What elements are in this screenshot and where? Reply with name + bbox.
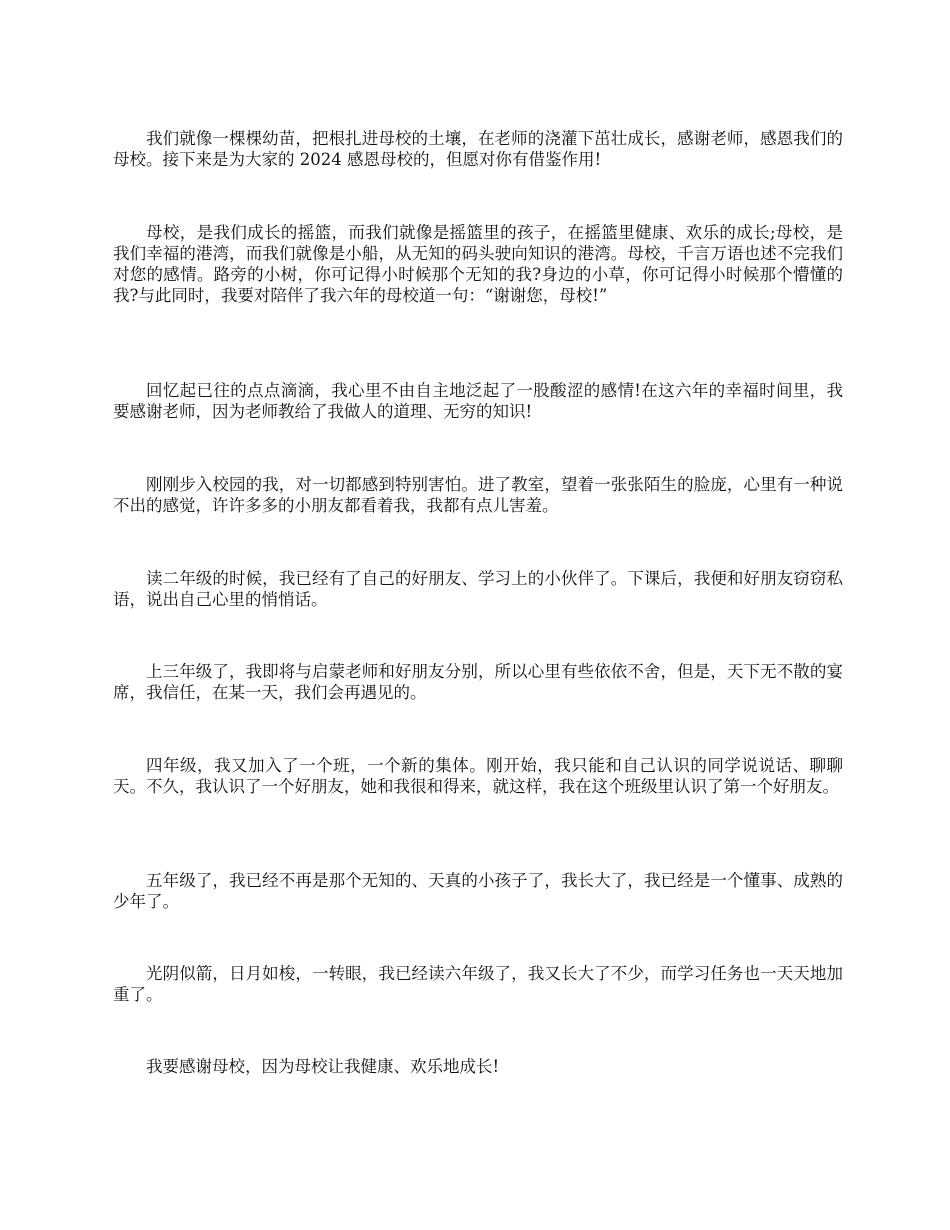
paragraph-sixth-grade: 光阴似箭，日月如梭，一转眼，我已经读六年级了，我又长大了不少，而学习任务也一天天地加重了。 [113,964,843,1004]
paragraph-third-grade: 上三年级了，我即将与启蒙老师和好朋友分别，所以心里有些依依不舍，但是，天下无不散的宴席，我信任，在某一天，我们会再遇见的。 [113,662,843,702]
paragraph-second-grade: 读二年级的时候，我已经有了自己的好朋友、学习上的小伙伴了。下课后，我便和好朋友窃窃私语，说出自己心里的悄悄话。 [113,569,843,609]
paragraph-fourth-grade: 四年级，我又加入了一个班，一个新的集体。刚开始，我只能和自己认识的同学说说话、聊聊天。不久，我认识了一个好朋友，她和我很和得来，就这样，我在这个班级里认识了第一个好朋友。 [113,756,843,796]
paragraph-intro: 我们就像一棵棵幼苗，把根扎进母校的土壤，在老师的浇灌下茁壮成长，感谢老师，感恩我们的母校。接下来是为大家的 2024 感恩母校的，但愿对你有借鉴作用! [113,129,843,169]
paragraph-alma-mater: 母校，是我们成长的摇篮，而我们就像是摇篮里的孩子，在摇篮里健康、欢乐的成长;母校，是我们幸福的港湾，而我们就像是小船，从无知的码头驶向知识的港湾。母校，千言万语也述不完我们对您的感情。路旁的小树，你可记得小时候那个无知的我?身边的小草，你可记得小时候那个懵懂的我?与此同时，我要对陪伴了我六年的母校道一句：“谢谢您，母校!” [113,223,843,305]
paragraph-first-grade: 刚刚步入校园的我，对一切都感到特别害怕。进了教室，望着一张张陌生的脸庞，心里有一种说不出的感觉，许许多多的小朋友都看着我，我都有点儿害羞。 [113,475,843,515]
paragraph-closing: 我要感谢母校，因为母校让我健康、欢乐地成长! [146,1057,500,1076]
paragraph-fifth-grade: 五年级了，我已经不再是那个无知的、天真的小孩子了，我长大了，我已经是一个懂事、成熟的少年了。 [113,871,843,911]
paragraph-memories: 回忆起已往的点点滴滴，我心里不由自主地泛起了一股酸涩的感情!在这六年的幸福时间里，我要感谢老师，因为老师教给了我做人的道理、无穷的知识! [113,381,843,421]
